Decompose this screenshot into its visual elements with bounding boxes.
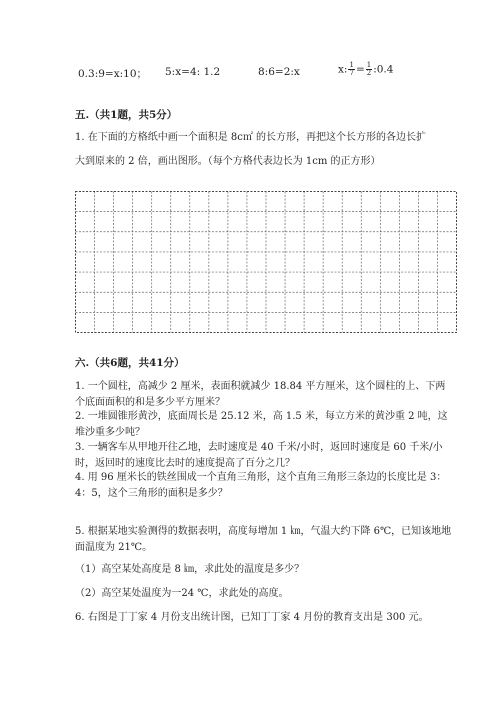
fraction-one-seventh [348,62,354,77]
equation-1: 0.3:9=x:10； [78,68,148,80]
section-5-heading: 五.（共1题，共5分） [75,109,178,121]
fraction-numerator: 1 [366,61,372,69]
fraction-numerator: 1 [349,61,354,69]
section-6-question-5: 5. 根据某地实验测得的数据表明，高度每增加 1 ㎞，气温大约下降 6℃，已知该地地面温度为 21℃。 [75,526,452,553]
section-6-question-3: 3. 一辆客车从甲地开往乙地，去时速度是 40 千米/小时，返回时速度是 60 千米/小时，返回时的速度比去时的速度提高了百分之几？ [75,442,443,469]
section-6-question-5-part-1: （1）高空某处高度是 8 ㎞，求此处的温度是多少？ [75,564,305,575]
section-5-question-1-line-1: 1. 在下面的方格纸中画一个面积是 8c㎡ 的长方形，再把这个长方形的各边长扩 [75,132,427,143]
section-6-question-4: 4. 用 96 厘米长的铁丝围成一个直角三角形，这个直角三角形三条边的长度比是 3：4：5，这个三角形的面积是多少？ [75,472,447,499]
fraction-denominator: 2 [366,69,372,77]
equation-3: 8:6=2:x [258,66,300,78]
section-6-question-2: 2. 一堆圆锥形黄沙，底面周长是 25.12 米，高 1.5 米，每立方米的黄沙重 2 吨，这堆沙重多少吨？ [75,411,448,438]
equation-4-suffix: :0.4 [373,63,394,76]
fraction-one-half [366,62,372,77]
square-grid-paper [75,191,457,333]
section-6-question-5-part-2: （2）高空某处温度为一24 ℃，求此处的高度。 [75,588,289,599]
section-6-question-6: 6. 右图是丁丁家 4 月份支出统计图，已知丁丁家 4 月份的教育支出是 300 元。 [75,612,429,623]
section-6-question-1: 1. 一个圆柱，高减少 2 厘米，表面积就减少 18.84 平方厘米，这个圆柱的上、下两个底面面积的和是多少平方厘米？ [75,381,446,408]
section-5-question-1-line-2: 大到原来的 2 倍，画出图形。（每个方格代表边长为 1cm 的正方形） [75,156,381,167]
equation-4 [338,62,393,77]
section-6-heading: 六.（共6题，共41分） [75,357,185,369]
fraction-denominator: 7 [349,69,354,77]
equation-4-prefix: x: [338,63,348,76]
equation-4-equals: = [355,63,365,76]
equation-2: 5:x=4: 1.2 [165,66,221,78]
